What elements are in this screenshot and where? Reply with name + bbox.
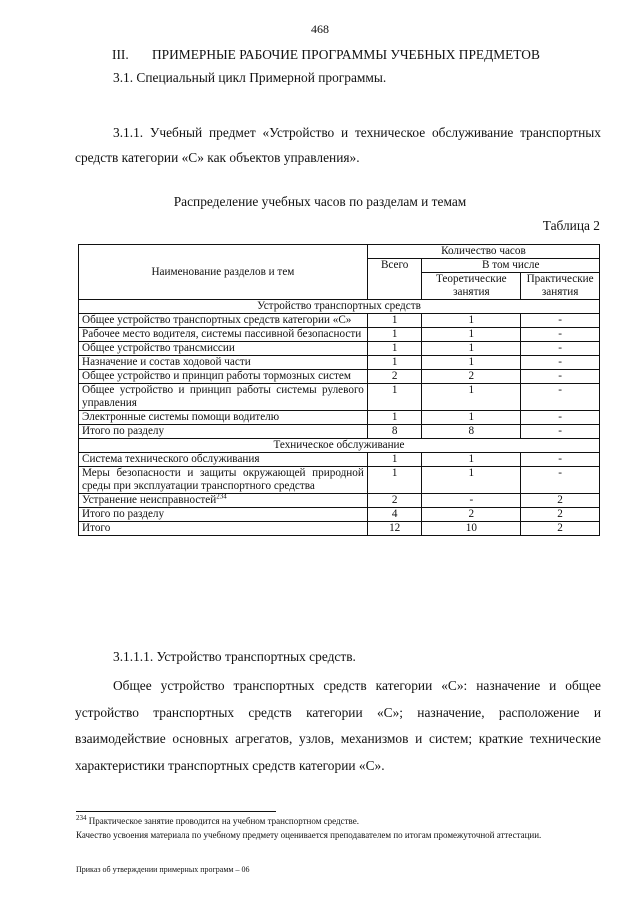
hours-practice: - (521, 411, 600, 425)
table-header-row-1 (79, 245, 600, 259)
header-name: Наименование разделов и тем (79, 245, 368, 300)
table-label: Таблица 2 (542, 218, 600, 233)
hours-total: 4 (367, 508, 422, 522)
section-heading-row (79, 300, 600, 314)
hours-theory: 10 (422, 522, 521, 536)
topic-name-text: Электронные системы помощи водителю (82, 411, 280, 423)
topic-name (79, 356, 368, 370)
hours-total: 1 (367, 342, 422, 356)
section-heading: Техническое обслуживание (79, 439, 600, 453)
footnote-ref: 234 (216, 492, 227, 501)
table-row (79, 425, 600, 439)
topic-name-text: Устранение неисправностей (82, 494, 217, 506)
topic-name (79, 467, 368, 494)
body-paragraph: Общее устройство транспортных средств категории «С»: назначение и общее устройство транспортных средств категории «С»; назначение, расположение и взаимодействие основных агрегатов, узлов, механизмов и систем; краткие технические характеристики транспортных средств категории «С». (75, 678, 601, 773)
topic-name (79, 342, 368, 356)
table-row (79, 370, 600, 384)
hours-practice: 2 (521, 522, 600, 536)
topic-name (79, 328, 368, 342)
topic-name-text: Итого по разделу (82, 508, 165, 520)
hours-practice: - (521, 356, 600, 370)
hours-total: 1 (367, 356, 422, 370)
page-footer: Приказ об утверждении примерных программ – 06 (76, 865, 250, 874)
topic-name-text: Общее устройство транспортных средств категории «С» (82, 314, 352, 326)
subsection-heading: 3.1. Специальный цикл Примерной программы. (113, 70, 387, 85)
topic-name-text: Система технического обслуживания (82, 453, 260, 465)
subject-paragraph: 3.1.1. Учебный предмет «Устройство и техническое обслуживание транспортных средств категории «С» как объектов управления». (75, 125, 601, 165)
hours-theory: 2 (422, 508, 521, 522)
table-row (79, 494, 600, 508)
hours-total: 1 (367, 453, 422, 467)
hours-total: 1 (367, 411, 422, 425)
topic-name (79, 314, 368, 328)
section-title-text: ПРИМЕРНЫЕ РАБОЧИЕ ПРОГРАММЫ УЧЕБНЫХ ПРЕДМЕТОВ (152, 47, 540, 62)
section-title (112, 47, 540, 63)
header-theory: Теоретические занятия (422, 273, 521, 300)
sub-heading: 3.1.1.1. Устройство транспортных средств. (113, 649, 356, 664)
hours-theory: 1 (422, 453, 521, 467)
hours-theory: 1 (422, 384, 521, 411)
topic-name-text: Общее устройство и принцип работы системы рулевого управления (82, 384, 364, 409)
table-row (79, 356, 600, 370)
topic-name-text: Общее устройство трансмиссии (82, 342, 235, 354)
hours-total: 2 (367, 494, 422, 508)
hours-total: 1 (367, 314, 422, 328)
table-row (79, 467, 600, 494)
hours-practice: 2 (521, 494, 600, 508)
hours-practice: - (521, 384, 600, 411)
topic-name (79, 384, 368, 411)
topic-name-text: Итого (82, 522, 111, 534)
table-row (79, 328, 600, 342)
header-hours: Количество часов (367, 245, 599, 259)
topic-name-text: Рабочее место водителя, системы пассивной безопасности (82, 328, 362, 340)
hours-total: 8 (367, 425, 422, 439)
topic-name (79, 425, 368, 439)
header-practice: Практические занятия (521, 273, 600, 300)
hours-total: 12 (367, 522, 422, 536)
footnote-divider (76, 811, 276, 812)
topic-name (79, 411, 368, 425)
topic-name (79, 453, 368, 467)
topic-name (79, 508, 368, 522)
topic-name-text: Итого по разделу (82, 425, 165, 437)
header-total: Всего (367, 259, 422, 300)
hours-practice: - (521, 342, 600, 356)
hours-theory: 1 (422, 467, 521, 494)
hours-theory: 1 (422, 314, 521, 328)
table-row (79, 384, 600, 411)
hours-theory: 1 (422, 411, 521, 425)
hours-total: 1 (367, 328, 422, 342)
footnote-234-text: Практическое занятие проводится на учебном транспортном средстве. (88, 816, 359, 826)
table-row (79, 411, 600, 425)
hours-total: 1 (367, 467, 422, 494)
hours-theory: 1 (422, 356, 521, 370)
distribution-title: Распределение учебных часов по разделам и темам (173, 194, 467, 209)
table-row (79, 342, 600, 356)
topic-name-text: Общее устройство и принцип работы тормозных систем (82, 370, 351, 382)
topic-name (79, 370, 368, 384)
hours-practice: - (521, 314, 600, 328)
topic-name (79, 494, 368, 508)
hours-theory: 1 (422, 342, 521, 356)
page-number: 468 (311, 22, 329, 36)
hours-theory: - (422, 494, 521, 508)
section-heading-row (79, 439, 600, 453)
hours-practice: - (521, 328, 600, 342)
hours-table (78, 244, 600, 536)
header-including: В том числе (422, 259, 600, 273)
footnote-assessment: Качество усвоения материала по учебному предмету оценивается преподавателем по итогам промежуточной аттестации. (76, 830, 542, 840)
section-roman-numeral: III. (112, 47, 129, 62)
section-heading: Устройство транспортных средств (79, 300, 600, 314)
hours-total: 1 (367, 384, 422, 411)
topic-name (79, 522, 368, 536)
hours-practice: - (521, 467, 600, 494)
hours-practice: - (521, 370, 600, 384)
hours-theory: 8 (422, 425, 521, 439)
table-row (79, 522, 600, 536)
hours-total: 2 (367, 370, 422, 384)
hours-practice: 2 (521, 508, 600, 522)
hours-theory: 1 (422, 328, 521, 342)
topic-name-text: Меры безопасности и защиты окружающей природной среды при эксплуатации транспортного средства (82, 467, 364, 492)
table-row (79, 508, 600, 522)
footnote-ref-234: 234 (76, 814, 87, 822)
hours-theory: 2 (422, 370, 521, 384)
table-row (79, 453, 600, 467)
footnote-234 (76, 816, 600, 827)
hours-practice: - (521, 425, 600, 439)
hours-practice: - (521, 453, 600, 467)
topic-name-text: Назначение и состав ходовой части (82, 356, 251, 368)
table-row (79, 314, 600, 328)
